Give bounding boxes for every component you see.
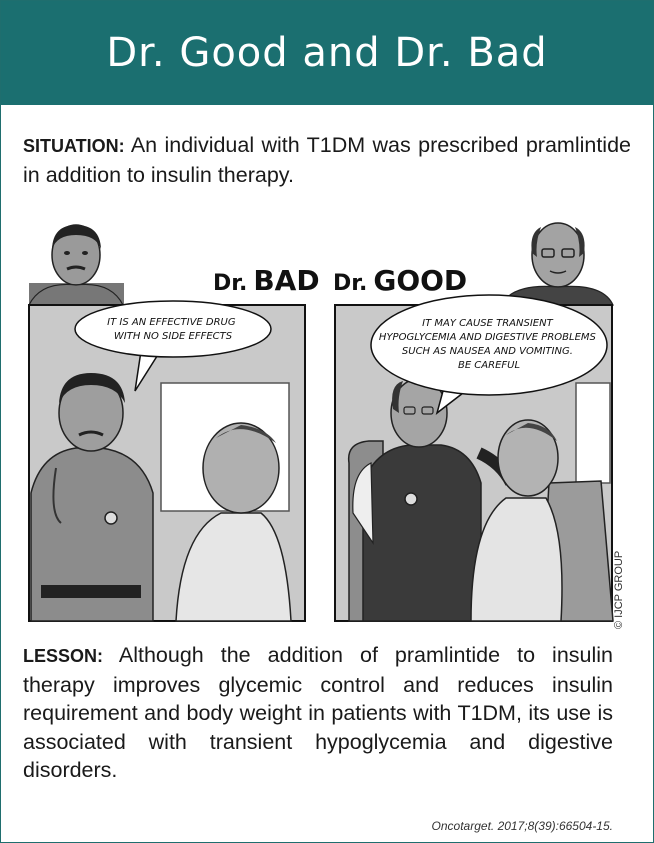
copyright-notice: © IJCP GROUP xyxy=(613,550,625,629)
dr-good-name: Dr. GOOD xyxy=(333,264,468,297)
dr-bad-portrait xyxy=(29,225,124,305)
lesson-paragraph xyxy=(23,641,613,785)
dr-good-portrait xyxy=(501,223,613,305)
citation: Oncotarget. 2017;8(39):66504-15. xyxy=(431,819,613,833)
dr-bad-speech: IT IS AN EFFECTIVE DRUG WITH NO SIDE EFFECTS xyxy=(107,317,236,342)
situation-text: An individual with T1DM was prescribed pramlintide in addition to insulin therapy. xyxy=(23,133,631,187)
lesson-label: LESSON: xyxy=(23,646,104,666)
dr-good-panel xyxy=(335,295,613,621)
situation-label: SITUATION: xyxy=(23,136,125,156)
header-bar xyxy=(1,1,653,105)
page-title: Dr. Good and Dr. Bad xyxy=(106,30,548,76)
lesson-text: Although the addition of pramlintide to insulin therapy improves glycemic control and reduces insulin requirement and body weight in patients with T1DM, its use is associated with transient hypoglycemia and digestive disorders. xyxy=(23,643,614,782)
comic-strip xyxy=(1,213,654,625)
situation-paragraph xyxy=(23,131,631,190)
dr-bad-name: Dr. BAD xyxy=(213,264,320,297)
dr-good-speech: IT MAY CAUSE TRANSIENT HYPOGLYCEMIA AND DIGESTIVE PROBLEMS SUCH AS NAUSEA AND VOMITING. BE CAREFUL xyxy=(378,318,596,371)
dr-bad-panel xyxy=(29,301,305,621)
